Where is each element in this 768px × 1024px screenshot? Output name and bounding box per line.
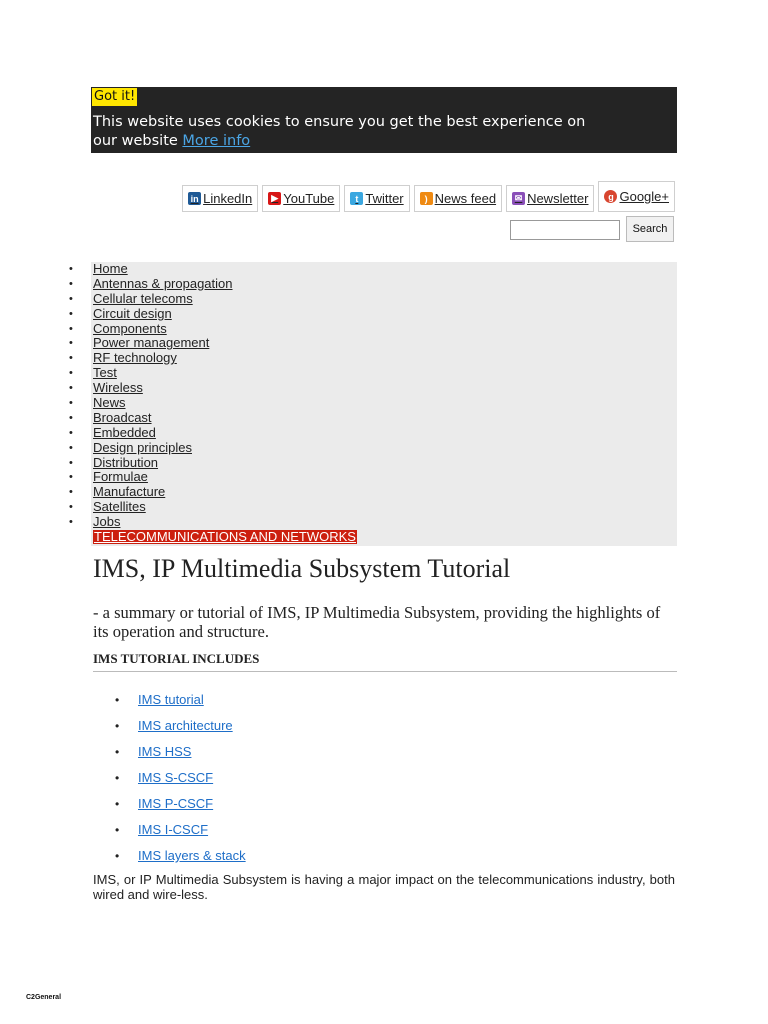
nav-item xyxy=(91,322,677,337)
page-title: IMS, IP Multimedia Subsystem Tutorial xyxy=(93,554,511,583)
rss-icon: ) xyxy=(420,192,433,205)
social-links xyxy=(182,185,675,212)
nav-item xyxy=(91,426,677,441)
nav-link-wireless[interactable]: Wireless xyxy=(93,380,143,396)
main-navigation xyxy=(91,262,677,546)
linkedin-icon: in xyxy=(188,192,201,205)
google-plus-label: Google+ xyxy=(619,189,669,204)
twitter-icon: t xyxy=(350,192,363,205)
nav-item xyxy=(91,277,677,292)
nav-item xyxy=(91,292,677,307)
toc-link-ims-architecture[interactable]: IMS architecture xyxy=(138,718,233,733)
newsletter-link[interactable] xyxy=(506,185,594,212)
nav-item xyxy=(91,381,677,396)
nav-link-manufacture[interactable]: Manufacture xyxy=(93,484,166,500)
nav-item xyxy=(91,396,677,411)
nav-item xyxy=(91,262,677,277)
list-item xyxy=(138,692,246,718)
nav-list xyxy=(91,262,677,530)
toc-link-ims-p-cscf[interactable]: IMS P-CSCF xyxy=(138,796,214,811)
toc-link-ims-tutorial[interactable]: IMS tutorial xyxy=(138,692,204,707)
nav-item xyxy=(91,441,677,456)
list-item xyxy=(138,796,246,822)
list-item xyxy=(138,770,246,796)
nav-link-broadcast[interactable]: Broadcast xyxy=(93,409,152,425)
mail-icon: ✉ xyxy=(512,192,525,205)
nav-link-news[interactable]: News xyxy=(93,395,126,411)
nav-link-cellular[interactable]: Cellular telecoms xyxy=(93,290,193,306)
twitter-label: Twitter xyxy=(365,191,404,206)
news-feed-label: News feed xyxy=(434,191,497,206)
nav-link-rf[interactable]: RF technology xyxy=(93,350,177,366)
google-plus-link[interactable] xyxy=(598,181,675,212)
google-plus-icon: g xyxy=(604,190,617,203)
includes-heading: IMS TUTORIAL INCLUDES xyxy=(93,651,677,672)
search-input[interactable] xyxy=(510,220,620,240)
nav-item xyxy=(91,515,677,530)
twitter-link[interactable] xyxy=(344,185,409,212)
nav-link-embedded[interactable]: Embedded xyxy=(93,424,156,440)
nav-item xyxy=(91,485,677,500)
tutorial-toc xyxy=(138,692,246,874)
nav-link-design-principles[interactable]: Design principles xyxy=(93,439,192,455)
nav-item xyxy=(91,470,677,485)
article-body: IMS, or IP Multimedia Subsystem is having a major impact on the telecommunications industry, both wired and wire-less. xyxy=(93,872,675,902)
footer-label: C2General xyxy=(26,994,62,1001)
linkedin-link[interactable] xyxy=(182,185,258,212)
nav-item xyxy=(91,366,677,381)
article-summary: - a summary or tutorial of IMS, IP Multimedia Subsystem, providing the highlights of its operation and structure. xyxy=(93,603,661,641)
nav-link-components[interactable]: Components xyxy=(93,320,167,336)
newsletter-label: Newsletter xyxy=(527,191,589,206)
youtube-link[interactable] xyxy=(262,185,340,212)
nav-link-test[interactable]: Test xyxy=(93,365,117,381)
news-feed-link[interactable] xyxy=(414,185,502,212)
nav-link-home[interactable]: Home xyxy=(93,261,128,276)
youtube-label: YouTube xyxy=(283,191,335,206)
nav-link-circuit-design[interactable]: Circuit design xyxy=(93,305,172,321)
toc-link-ims-layers-stack[interactable]: IMS layers & stack xyxy=(138,848,246,863)
toc-link-ims-hss[interactable]: IMS HSS xyxy=(138,744,192,759)
list-item xyxy=(138,744,246,770)
category-breadcrumb[interactable]: TELECOMMUNICATIONS AND NETWORKS xyxy=(94,529,356,544)
nav-link-jobs[interactable]: Jobs xyxy=(93,514,121,530)
nav-link-antennas[interactable]: Antennas & propagation xyxy=(93,275,233,291)
cookie-message xyxy=(93,113,593,151)
more-info-link[interactable]: More info xyxy=(182,133,251,149)
got-it-button[interactable]: Got it! xyxy=(94,89,136,104)
nav-link-formulae[interactable]: Formulae xyxy=(93,469,148,485)
nav-item xyxy=(91,307,677,322)
toc-link-ims-i-cscf[interactable]: IMS I-CSCF xyxy=(138,822,209,837)
youtube-icon: ▶ xyxy=(268,192,281,205)
linkedin-label: LinkedIn xyxy=(203,191,253,206)
toc-link-ims-s-cscf[interactable]: IMS S-CSCF xyxy=(138,770,214,785)
nav-item xyxy=(91,500,677,515)
list-item xyxy=(138,822,246,848)
list-item xyxy=(138,718,246,744)
cookie-banner xyxy=(91,87,677,153)
nav-link-power[interactable]: Power management xyxy=(93,335,210,351)
nav-item xyxy=(91,411,677,426)
list-item xyxy=(138,848,246,874)
search-button[interactable]: Search xyxy=(626,216,674,242)
nav-item xyxy=(91,336,677,351)
cookie-message-text: This website uses cookies to ensure you get the best experience on our website xyxy=(93,114,586,149)
nav-link-distribution[interactable]: Distribution xyxy=(93,454,159,470)
nav-item xyxy=(91,456,677,471)
nav-item xyxy=(91,351,677,366)
nav-link-satellites[interactable]: Satellites xyxy=(93,499,146,515)
